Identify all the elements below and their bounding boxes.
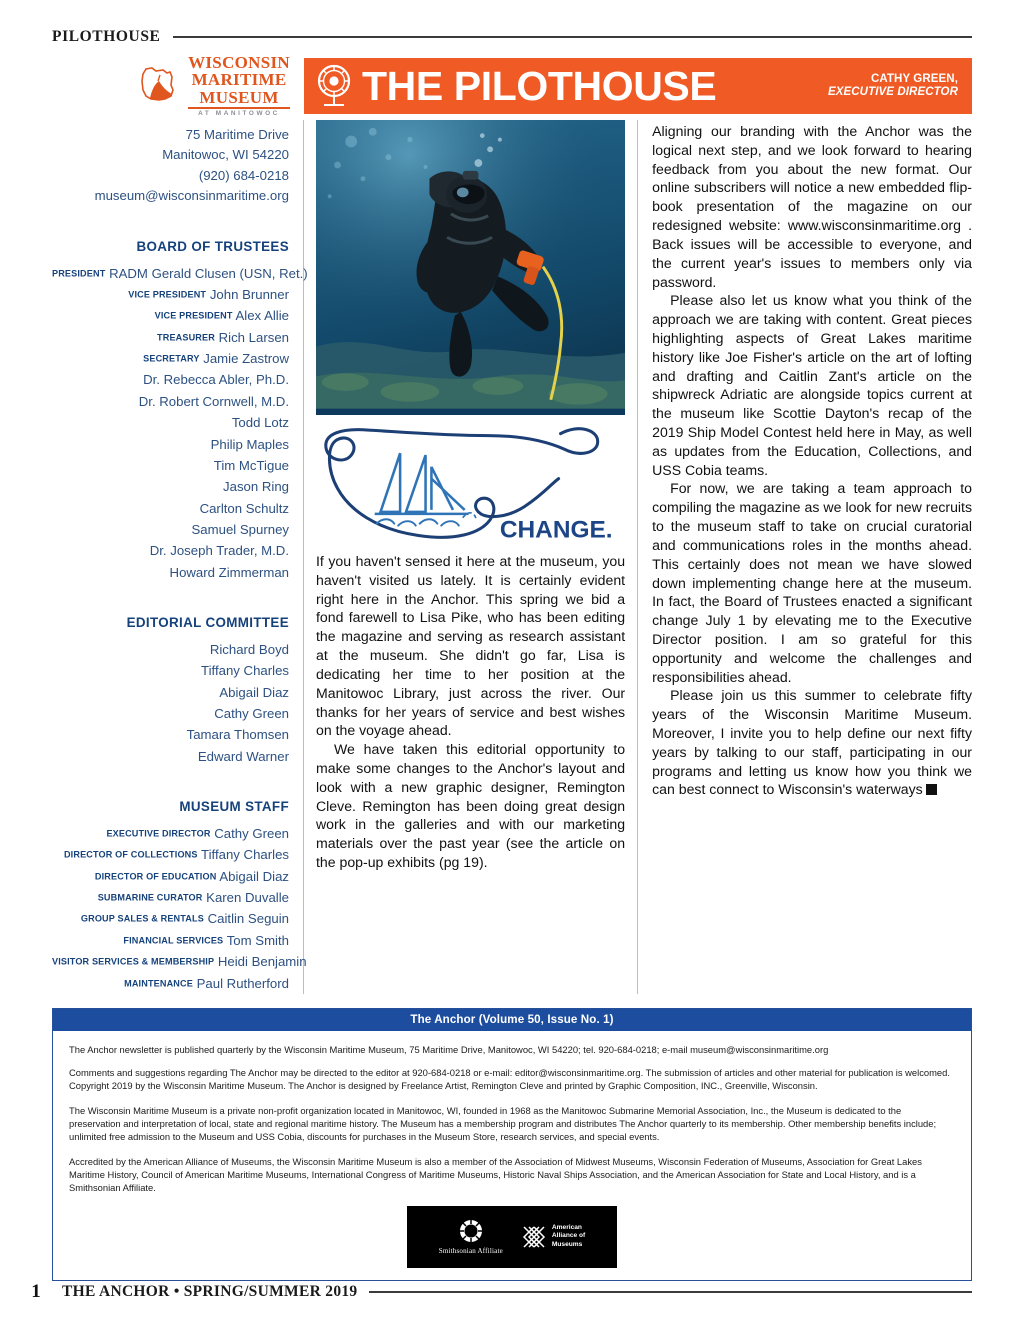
masthead-byline: [828, 73, 958, 99]
list-item: [52, 703, 289, 724]
person-name: Alex Allie: [235, 308, 289, 324]
list-item: [52, 412, 289, 433]
role-label: VICE PRESIDENT: [154, 310, 233, 321]
list-item: [52, 498, 289, 519]
museum-address: [52, 125, 289, 207]
center-paragraph-2: We have taken this editorial opportunity to make some changes to the Anchor's layout and look with a new graphic designer, Remington Cleve. Remington has been doing great design work in the galleries and with our marketing materials over the past year (see the article on the pop-up exhibits (pg 19).: [316, 741, 626, 870]
person-name: Rich Larsen: [218, 329, 289, 345]
colophon-heading: The Anchor (Volume 50, Issue No. 1): [53, 1009, 971, 1032]
aam-line-1: American: [551, 1223, 582, 1231]
end-of-article-mark: [926, 784, 937, 795]
person-name: Paul Rutherford: [196, 975, 289, 991]
list-item: [52, 305, 289, 326]
right-column: [638, 120, 972, 994]
person-name: Dr. Rebecca Abler, Ph.D.: [143, 372, 289, 388]
address-line-1: 75 Maritime Drive: [185, 127, 289, 142]
right-paragraph-3: For now, we are taking a team approach to compiling the magazine as we look for new recruits to the museum staff to take on crucial curatorial and communications roles in the months ahead. This certainly does not mean we have slowed down implementing change here at the museum. In fact, the Board of Trustees enacted a significant change July 1 by elevating me to the Executive Director position. I am so grateful for this opportunity and welcome the challenges and responsibilities ahead.: [652, 480, 972, 685]
list-item: [52, 455, 289, 476]
person-name: Carlton Schultz: [199, 500, 289, 516]
address-phone[interactable]: (920) 684-0218: [198, 167, 289, 183]
footer-rule: [369, 1291, 972, 1293]
smithsonian-sunburst-icon: [458, 1218, 484, 1244]
list-item: [52, 639, 289, 660]
colophon-paragraph-4: Accredited by the American Alliance of Museums, the Wisconsin Maritime Museum is also a member of the Association of Midwest Museums, Wisconsin Federation of Museums, Association for Great Lakes Maritime History, Council of American Maritime Museums, International Congress of Maritime Museums, Historic Naval Ships Association, and the American Association for State and Local History, and is a Smithsonian Affiliate.: [69, 1155, 922, 1194]
colophon-paragraph-1: The Anchor newsletter is published quarterly by the Wisconsin Maritime Museum, 75 Maritime Drive, Manitowoc, WI 54220; tel. 920-684-0218; e-mail museum@wisconsinmaritime.org: [69, 1044, 829, 1056]
running-head-rule: [173, 36, 973, 38]
person-name: Tim McTigue: [213, 457, 289, 473]
person-name: Dr. Robert Cornwell, M.D.: [138, 393, 289, 409]
person-name: Tiffany Charles: [201, 847, 289, 863]
person-name: Heidi Benjamin: [217, 954, 307, 970]
board-heading: BOARD OF TRUSTEES: [136, 238, 289, 254]
person-name: Jason Ring: [223, 479, 289, 495]
list-item: [52, 682, 289, 703]
logo-line-3: MUSEUM: [188, 89, 290, 109]
list-item: [52, 908, 289, 929]
person-name: Howard Zimmerman: [169, 564, 289, 580]
role-label: SUBMARINE CURATOR: [97, 892, 203, 903]
list-item: [52, 540, 289, 561]
list-item: [52, 746, 289, 767]
list-item: [52, 823, 289, 844]
role-label: VISITOR SERVICES & MEMBERSHIP: [52, 956, 215, 967]
person-name: Richard Boyd: [209, 641, 289, 657]
role-label: SECRETARY: [143, 353, 200, 364]
list-item: [52, 887, 289, 908]
right-paragraph-4-wrap: [652, 686, 972, 799]
person-name: RADM Gerald Clusen (USN, Ret.): [109, 265, 308, 281]
role-label: DIRECTOR OF EDUCATION: [94, 871, 217, 882]
smithsonian-affiliate-logo: [439, 1218, 503, 1255]
american-alliance-of-museums-logo: [521, 1224, 585, 1250]
person-name: Jamie Zastrow: [203, 351, 289, 367]
person-name: Karen Duvalle: [206, 890, 289, 906]
colophon-box: [52, 1008, 972, 1281]
right-paragraph-4: Please join us this summer to celebrate fifty years of the Wisconsin Maritime Museum. Moreover, I invite you to help define our next fifty years by talking to our staff, participating in our programs and letting us know how you think we can best connect to Wisconsin's waterways: [652, 687, 972, 798]
right-paragraph-1: Aligning our branding with the Anchor was the logical next step, and we look forward to hearing feedback from you about the new format. Our online subscribers will notice a new embedded flip-book presentation of the magazine on our redesigned website: www.wisconsinmaritime.org . Back issues will be accessible to everyone, and the current year's issues to members only via password.: [652, 123, 972, 290]
byline-name: CATHY GREEN,: [870, 73, 958, 86]
masthead-title: THE PILOTHOUSE: [362, 62, 717, 109]
person-name: Abigail Diaz: [219, 868, 289, 884]
list-item: [52, 391, 289, 412]
person-name: John Brunner: [209, 286, 289, 302]
scuba-diver-photo: [316, 120, 625, 415]
aam-line-3: Museums: [551, 1240, 583, 1248]
role-label: TREASURER: [157, 332, 215, 343]
person-name: Cathy Green: [214, 825, 289, 841]
list-item: [52, 973, 289, 994]
colophon-paragraph-2: Comments and suggestions regarding The Anchor may be directed to the editor at 920-684-0218 or e-mail: editor@wisconsinmaritime.org. The submission of articles and other material for publication is welcomed. Copyright 2019 by the Wisconsin Maritime Museum. The Anchor is designed by Freelance Artist, Remington Cleve and printed by Graphic Composition, INC., Greenville, Wisconsin.: [69, 1066, 950, 1092]
list-item: [52, 348, 289, 369]
person-name: Dr. Joseph Trader, M.D.: [149, 543, 289, 559]
person-name: Samuel Spurney: [191, 522, 289, 538]
smithsonian-label: Smithsonian Affiliate: [438, 1247, 503, 1256]
role-label: FINANCIAL SERVICES: [123, 935, 224, 946]
list-item: [52, 866, 289, 887]
aam-line-2: Alliance of: [551, 1232, 586, 1240]
list-item: [52, 562, 289, 583]
person-name: Tamara Thomsen: [186, 727, 289, 743]
logo-line-4: AT MANITOWOC: [198, 110, 280, 118]
list-item: [52, 951, 307, 972]
museum-logo: [52, 53, 304, 118]
ship-porthole-wheel-icon: [314, 64, 354, 108]
person-name: Tiffany Charles: [201, 663, 289, 679]
list-item: [52, 369, 289, 390]
page-footer: [22, 1281, 972, 1303]
running-head-label: PILOTHOUSE: [52, 28, 161, 45]
colophon-paragraph-3: The Wisconsin Maritime Museum is a private non-profit organization located in Manitowoc, WI, founded in 1968 as the Manitowoc Submarine Memorial Association, Inc., the Museum is dedicated to the preservation and interpretation of local, state and regional maritime history. The Museum has a membership program and distributes The Anchor quarterly to its membership. Other membership benefits include; unlimited free admission to the Museum and USS Cobia, discounts for purchases in the Museum Store, research services, and special events.: [69, 1104, 937, 1143]
museum-logo-wordmark: [188, 54, 290, 118]
list-item: [52, 660, 289, 681]
masthead-sidebar: [52, 120, 308, 994]
page-content: [52, 53, 972, 1281]
role-label: VICE PRESIDENT: [128, 289, 207, 300]
person-name: Tom Smith: [226, 932, 289, 948]
address-line-2: Manitowoc, WI 54220: [162, 147, 289, 163]
byline-role: EXECUTIVE DIRECTOR: [827, 86, 958, 98]
aam-wordmark: [552, 1224, 585, 1249]
footer-label: THE ANCHOR • SPRING/SUMMER 2019: [62, 1283, 358, 1300]
person-name: Cathy Green: [214, 706, 289, 722]
colophon-body: [53, 1031, 971, 1279]
masthead-band: [52, 53, 972, 118]
role-label: MAINTENANCE: [124, 978, 193, 989]
logo-line-1: WISCONSIN: [188, 53, 290, 72]
list-item: [52, 263, 308, 284]
logo-line-2: MARITIME: [191, 70, 287, 90]
accreditation-logos: [407, 1206, 617, 1268]
list-item: [52, 724, 289, 745]
list-item: [52, 519, 289, 540]
article-columns: [52, 120, 972, 994]
scuba-diver-photo-graphic: [316, 120, 625, 409]
change-word: CHANGE.: [499, 516, 613, 544]
staff-heading: MUSEUM STAFF: [179, 799, 289, 815]
person-name: Edward Warner: [197, 748, 289, 764]
list-item: [52, 844, 289, 865]
running-head: [52, 28, 972, 46]
person-name: Todd Lotz: [231, 415, 289, 431]
person-name: Caitlin Seguin: [207, 911, 289, 927]
list-item: [52, 284, 289, 305]
list-item: [52, 434, 289, 455]
role-label: DIRECTOR OF COLLECTIONS: [63, 849, 198, 860]
wisconsin-state-outline-icon: [137, 65, 181, 107]
role-label: EXECUTIVE DIRECTOR: [106, 828, 211, 839]
role-label: PRESIDENT: [52, 268, 106, 279]
american-alliance-of-museums-mesh-icon: [521, 1224, 547, 1250]
center-column: [304, 120, 638, 994]
address-email[interactable]: museum@wisconsinmaritime.org: [94, 188, 289, 204]
list-item: [52, 476, 289, 497]
person-name: Philip Maples: [210, 436, 289, 452]
role-label: GROUP SALES & RENTALS: [80, 913, 204, 924]
page-number: 1: [31, 1281, 41, 1302]
editorial-heading: EDITORIAL COMMITTEE: [126, 615, 289, 631]
sailboat-rope-loop-illustration: [316, 417, 625, 552]
list-item: [52, 930, 289, 951]
list-item: [52, 327, 289, 348]
person-name: Abigail Diaz: [219, 684, 289, 700]
pilothouse-masthead: [304, 58, 972, 114]
center-paragraph-1: If you haven't sensed it here at the museum, you haven't visited us lately. It is certainly evident right here in the Anchor. This spring we bid a fond farewell to Lisa Pike, who has been editing the magazine and serving as research assistant at the museum. She didn't go far, Lisa is dedicating her time to her position at the Manitowoc Library, just across the river. Our thanks for her years of service and best wishes on the voyage ahead.: [316, 553, 626, 739]
right-paragraph-2: Please also let us know what you think of the approach we are taking with content. Great pieces highlighting aspects of Great Lakes maritime history like Joe Fisher's article on the art of lofting and drafting and Caitlin Zant's article on the shipwreck Adriatic are alongside topics current at the museum like Scottie Dayton's recap of the 2019 Ship Model Contest held here in May, as well as updates from the Education, Collections, and USS Cobia teams.: [652, 292, 972, 478]
